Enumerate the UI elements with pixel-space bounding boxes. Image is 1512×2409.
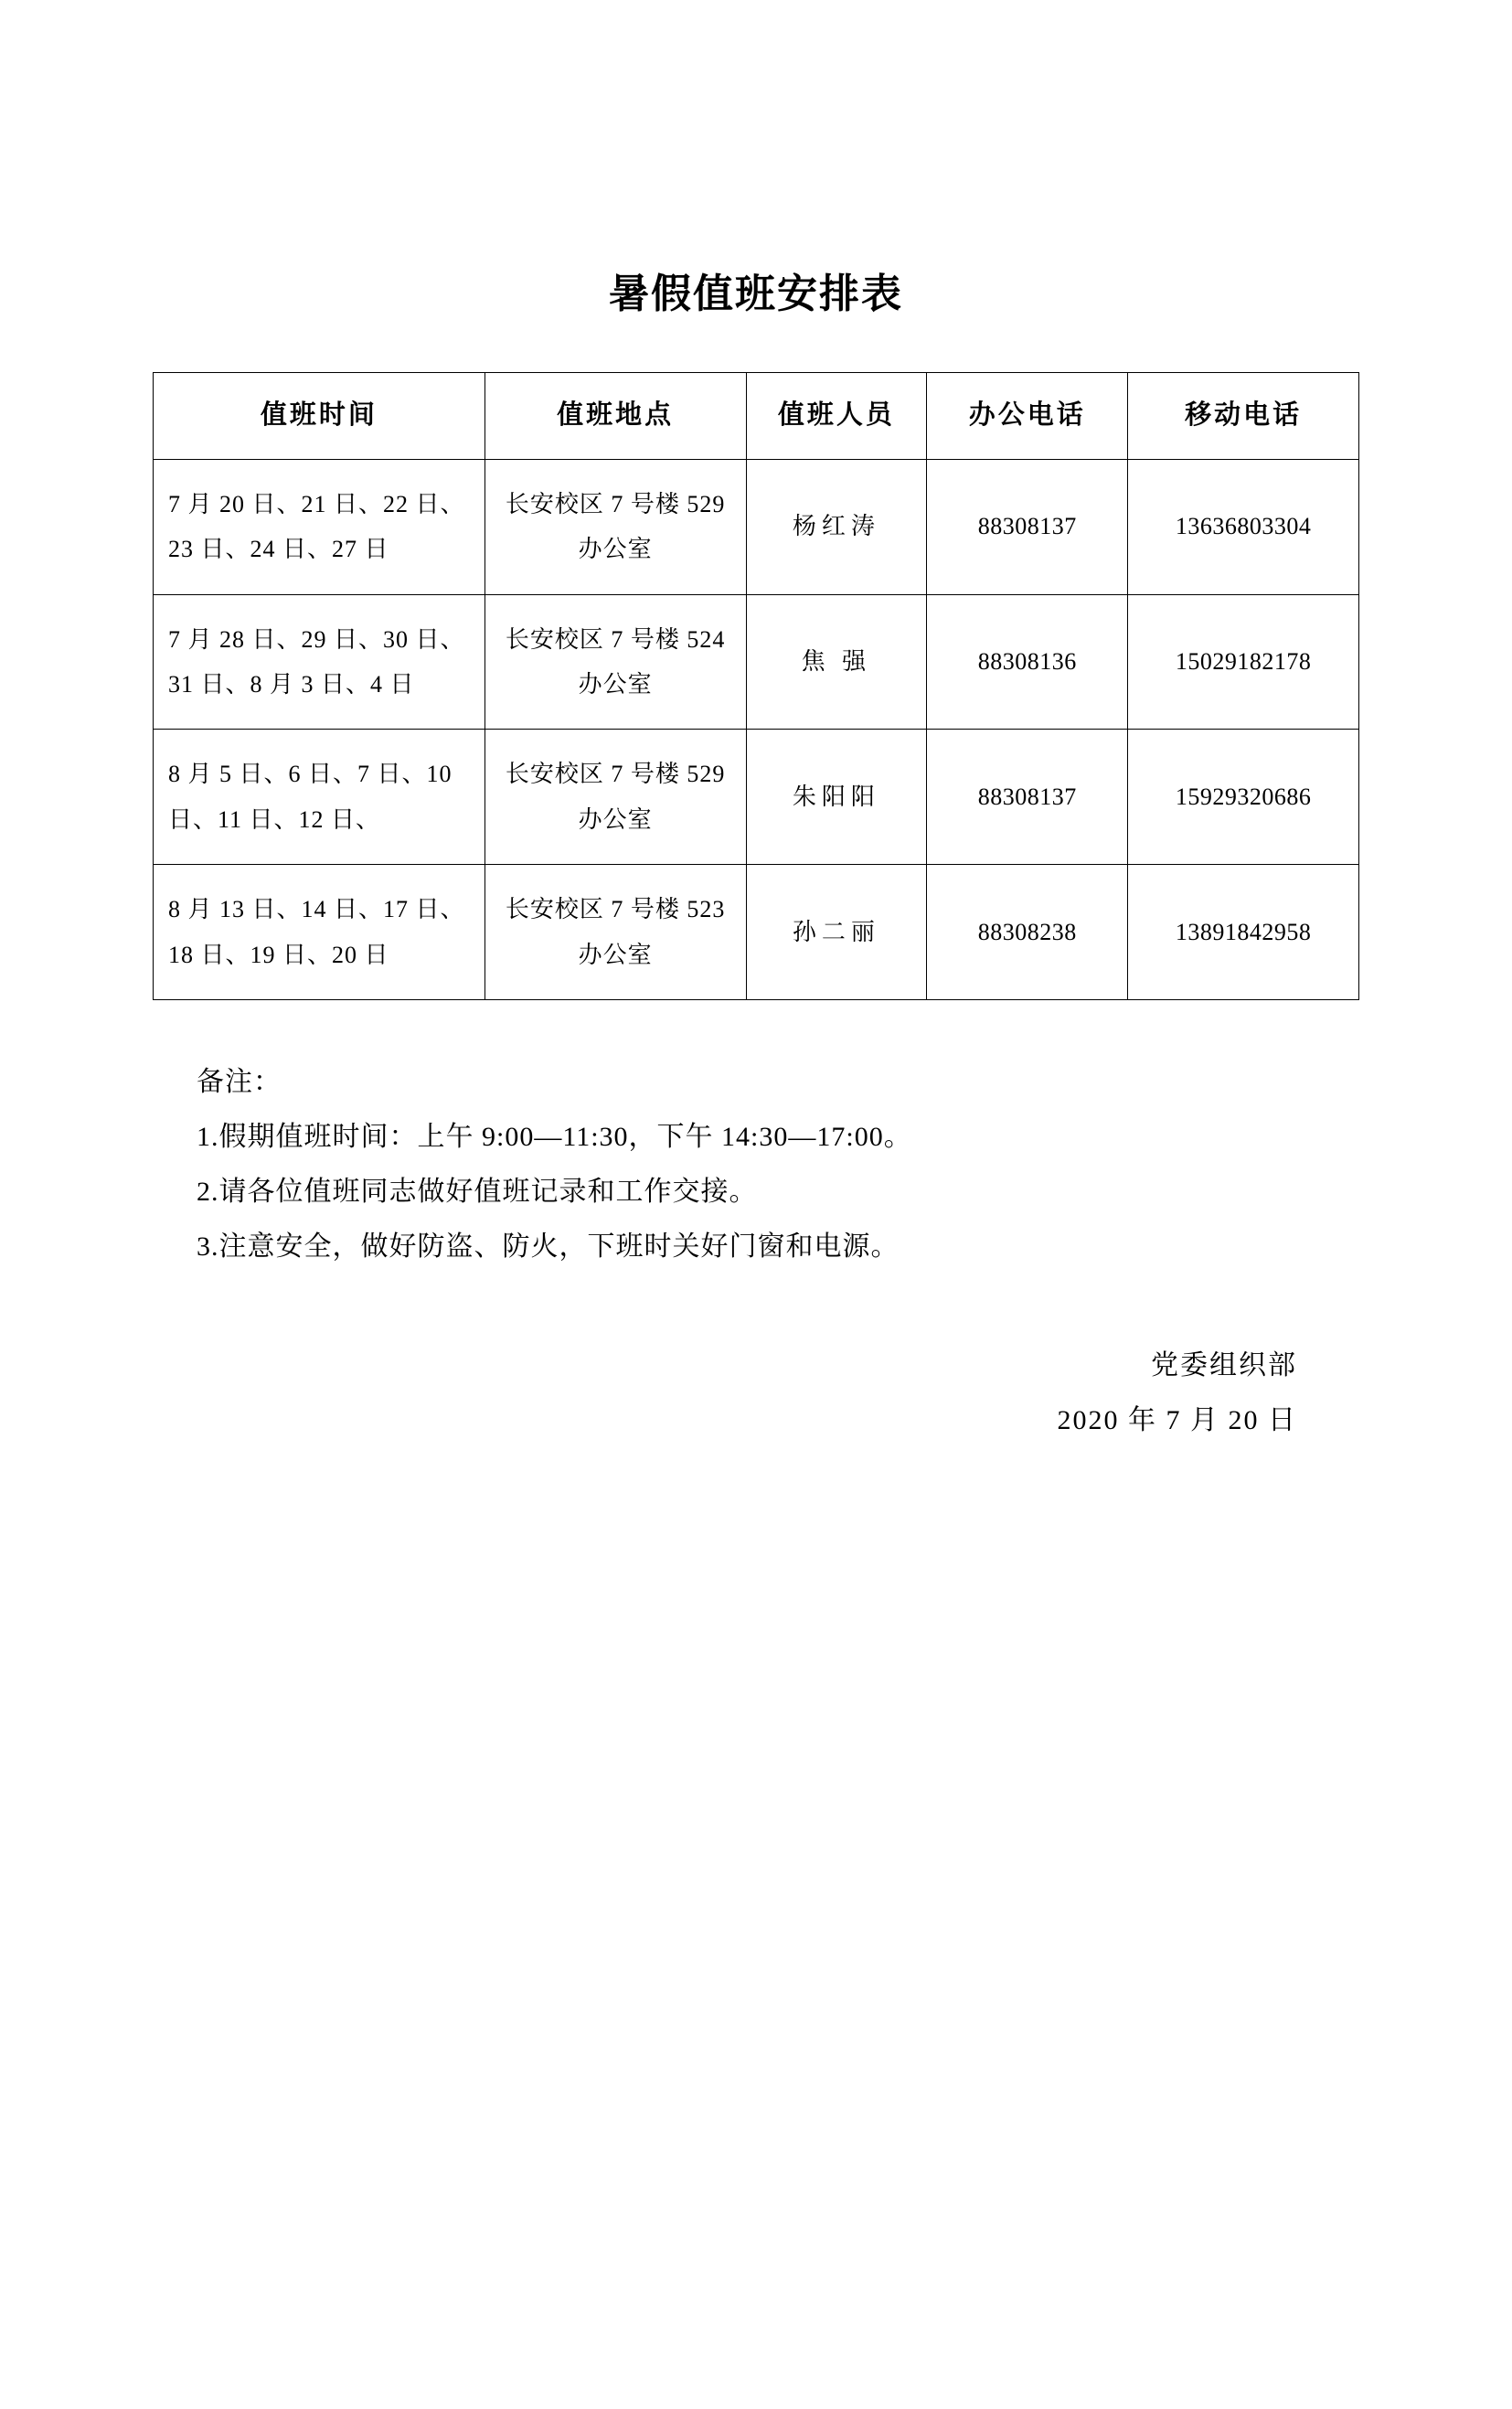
note-item-3: 3.注意安全，做好防盗、防火，下班时关好门窗和电源。	[197, 1231, 900, 1262]
table-row	[154, 865, 1359, 1000]
cell-office-phone: 88308238	[927, 865, 1128, 1000]
cell-duty-place: 长安校区 7 号楼 529 办公室	[484, 730, 746, 865]
signature-block	[0, 1338, 1297, 1448]
cell-duty-place: 长安校区 7 号楼 529 办公室	[484, 459, 746, 594]
note-item-2: 2.请各位值班同志做好值班记录和工作交接。	[197, 1176, 758, 1207]
cell-duty-place: 长安校区 7 号楼 524 办公室	[484, 594, 746, 730]
note-item-1: 1.假期值班时间：上午 9:00—11:30，下午 14:30—17:00。	[197, 1121, 912, 1152]
cell-duty-person: 朱阳阳	[746, 730, 927, 865]
table-body	[154, 459, 1359, 999]
duty-table-container	[0, 372, 1512, 1000]
cell-mobile-phone: 13636803304	[1128, 459, 1359, 594]
column-header-duty-time: 值班时间	[154, 372, 485, 459]
cell-mobile-phone: 15929320686	[1128, 730, 1359, 865]
cell-duty-place: 长安校区 7 号楼 523 办公室	[484, 865, 746, 1000]
document-page	[0, 271, 1512, 2409]
cell-duty-person: 焦 强	[746, 594, 927, 730]
page-title: 暑假值班安排表	[609, 272, 903, 316]
cell-office-phone: 88308136	[927, 594, 1128, 730]
column-header-office-phone: 办公电话	[927, 372, 1128, 459]
cell-mobile-phone: 13891842958	[1128, 865, 1359, 1000]
cell-duty-time: 7 月 28 日、29 日、30 日、31 日、8 月 3 日、4 日	[154, 594, 485, 730]
table-header	[154, 372, 1359, 459]
column-header-duty-place: 值班地点	[484, 372, 746, 459]
signature-date: 2020 年 7 月 20 日	[1057, 1404, 1297, 1435]
notes-section	[197, 1055, 1512, 1274]
signature-department: 党委组织部	[1151, 1349, 1297, 1380]
cell-office-phone: 88308137	[927, 730, 1128, 865]
cell-duty-time: 7 月 20 日、21 日、22 日、23 日、24 日、27 日	[154, 459, 485, 594]
cell-mobile-phone: 15029182178	[1128, 594, 1359, 730]
column-header-mobile-phone: 移动电话	[1128, 372, 1359, 459]
notes-label: 备注：	[197, 1066, 282, 1097]
table-header-row	[154, 372, 1359, 459]
cell-duty-person: 杨红涛	[746, 459, 927, 594]
duty-schedule-table	[153, 372, 1359, 1000]
cell-office-phone: 88308137	[927, 459, 1128, 594]
column-header-duty-person: 值班人员	[746, 372, 927, 459]
table-row	[154, 730, 1359, 865]
cell-duty-time: 8 月 13 日、14 日、17 日、18 日、19 日、20 日	[154, 865, 485, 1000]
table-row	[154, 594, 1359, 730]
cell-duty-person: 孙二丽	[746, 865, 927, 1000]
cell-duty-time: 8 月 5 日、6 日、7 日、10 日、11 日、12 日、	[154, 730, 485, 865]
table-row	[154, 459, 1359, 594]
